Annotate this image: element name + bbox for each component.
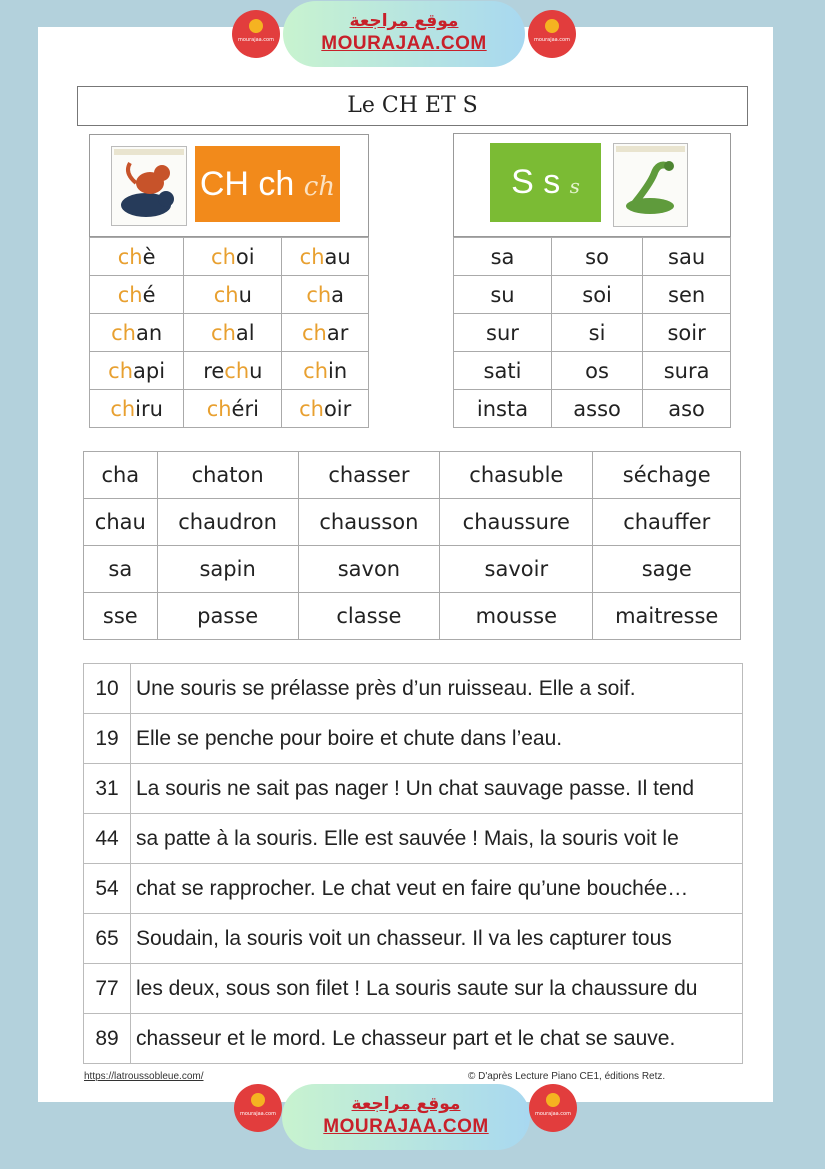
word-cell: savon (298, 546, 440, 593)
source-url-link[interactable]: https://latroussobleue.com/ (84, 1071, 204, 1082)
s-syllable-cell: insta (454, 390, 552, 428)
ch-syllable-cell: chu (184, 276, 282, 314)
word-cell: sage (593, 546, 741, 593)
ch-syllable-cell: chan (90, 314, 184, 352)
s-syllable-cell: sati (454, 352, 552, 390)
word-count: 10 (84, 664, 131, 714)
text-line: Soudain, la souris voit un chasseur. Il va les capturer tous (131, 914, 743, 964)
text-line: chasseur et le mord. Le chasseur part et le chat se sauve. (131, 1014, 743, 1064)
word-cell: sapin (157, 546, 298, 593)
s-syllable-cell: sur (454, 314, 552, 352)
s-syllable-cell: sen (643, 276, 731, 314)
ch-cursive: ch (303, 172, 336, 202)
ch-syllable-grid (89, 237, 369, 428)
word-cell: classe (298, 593, 440, 640)
s-syllable-cell: sura (643, 352, 731, 390)
cat-on-mouse-illustration (111, 146, 187, 226)
s-letters: S s (511, 163, 561, 201)
text-line: La souris ne sait pas nager ! Un chat sauvage passe. Il tend (131, 764, 743, 814)
ch-syllable-cell: chal (184, 314, 282, 352)
site-logo-right-top: mourajaa.com (528, 10, 576, 58)
word-cell: chau (84, 499, 158, 546)
word-count: 89 (84, 1014, 131, 1064)
text-line: Une souris se prélasse près d’un ruisseau. Elle a soif. (131, 664, 743, 714)
site-banner-top[interactable] (283, 1, 525, 67)
snake-illustration (613, 143, 688, 227)
banner-site-link[interactable]: MOURAJAA.COM (323, 1116, 489, 1137)
ch-syllable-cell: ché (90, 276, 184, 314)
s-syllable-cell: os (551, 352, 642, 390)
word-cell: sa (84, 546, 158, 593)
word-count: 19 (84, 714, 131, 764)
word-cell: mousse (440, 593, 593, 640)
site-logo-left-bottom: mourajaa.com (234, 1084, 282, 1132)
ch-syllable-cell: char (282, 314, 369, 352)
word-count: 31 (84, 764, 131, 814)
ch-syllable-cell: choir (282, 390, 369, 428)
ch-syllable-cell: chin (282, 352, 369, 390)
word-cell: chasuble (440, 452, 593, 499)
word-cell: chasser (298, 452, 440, 499)
ch-syllable-cell: rechu (184, 352, 282, 390)
word-count: 65 (84, 914, 131, 964)
word-cell: passe (157, 593, 298, 640)
s-syllable-cell: asso (551, 390, 642, 428)
worksheet-title-box (77, 86, 748, 126)
ch-syllable-cell: chapi (90, 352, 184, 390)
ch-syllable-cell: cha (282, 276, 369, 314)
s-cursive: s (569, 174, 580, 198)
s-letter-box (490, 143, 601, 222)
s-syllable-cell: su (454, 276, 552, 314)
text-line: les deux, sous son filet ! La souris saute sur la chaussure du (131, 964, 743, 1014)
text-line: chat se rapprocher. Le chat veut en faire qu’une bouchée… (131, 864, 743, 914)
s-syllable-grid (453, 237, 731, 428)
word-cell: chaussure (440, 499, 593, 546)
site-banner-bottom[interactable] (282, 1084, 530, 1150)
s-syllable-cell: sau (643, 238, 731, 276)
site-logo-left-top: mourajaa.com (232, 10, 280, 58)
word-cell: séchage (593, 452, 741, 499)
word-cell: chausson (298, 499, 440, 546)
text-line: sa patte à la souris. Elle est sauvée ! Mais, la souris voit le (131, 814, 743, 864)
ch-letters: CH ch (199, 165, 295, 203)
s-syllable-cell: so (551, 238, 642, 276)
site-logo-right-bottom: mourajaa.com (529, 1084, 577, 1132)
s-syllable-cell: soi (551, 276, 642, 314)
word-cell: chaton (157, 452, 298, 499)
s-syllable-cell: sa (454, 238, 552, 276)
ch-syllable-cell: chiru (90, 390, 184, 428)
ch-letter-box (195, 146, 340, 222)
word-cell: chauffer (593, 499, 741, 546)
s-syllable-cell: soir (643, 314, 731, 352)
worksheet-title: Le CH ET S (347, 93, 478, 118)
word-count: 77 (84, 964, 131, 1014)
reading-text-table (83, 663, 743, 1064)
words-table (83, 451, 741, 640)
banner-arabic-title: موقع مراجعة (351, 1094, 461, 1114)
s-syllable-cell: si (551, 314, 642, 352)
banner-arabic-title: موقع مراجعة (349, 11, 459, 31)
banner-site-link[interactable]: MOURAJAA.COM (321, 33, 487, 54)
word-count: 54 (84, 864, 131, 914)
word-cell: maitresse (593, 593, 741, 640)
ch-syllable-cell: choi (184, 238, 282, 276)
ch-syllable-cell: chéri (184, 390, 282, 428)
ch-syllable-cell: chè (90, 238, 184, 276)
word-count: 44 (84, 814, 131, 864)
word-cell: savoir (440, 546, 593, 593)
text-line: Elle se penche pour boire et chute dans l’eau. (131, 714, 743, 764)
s-syllable-cell: aso (643, 390, 731, 428)
word-cell: cha (84, 452, 158, 499)
ch-syllable-cell: chau (282, 238, 369, 276)
credit-text: © D'après Lecture Piano CE1, éditions Retz. (468, 1071, 666, 1082)
word-cell: sse (84, 593, 158, 640)
word-cell: chaudron (157, 499, 298, 546)
